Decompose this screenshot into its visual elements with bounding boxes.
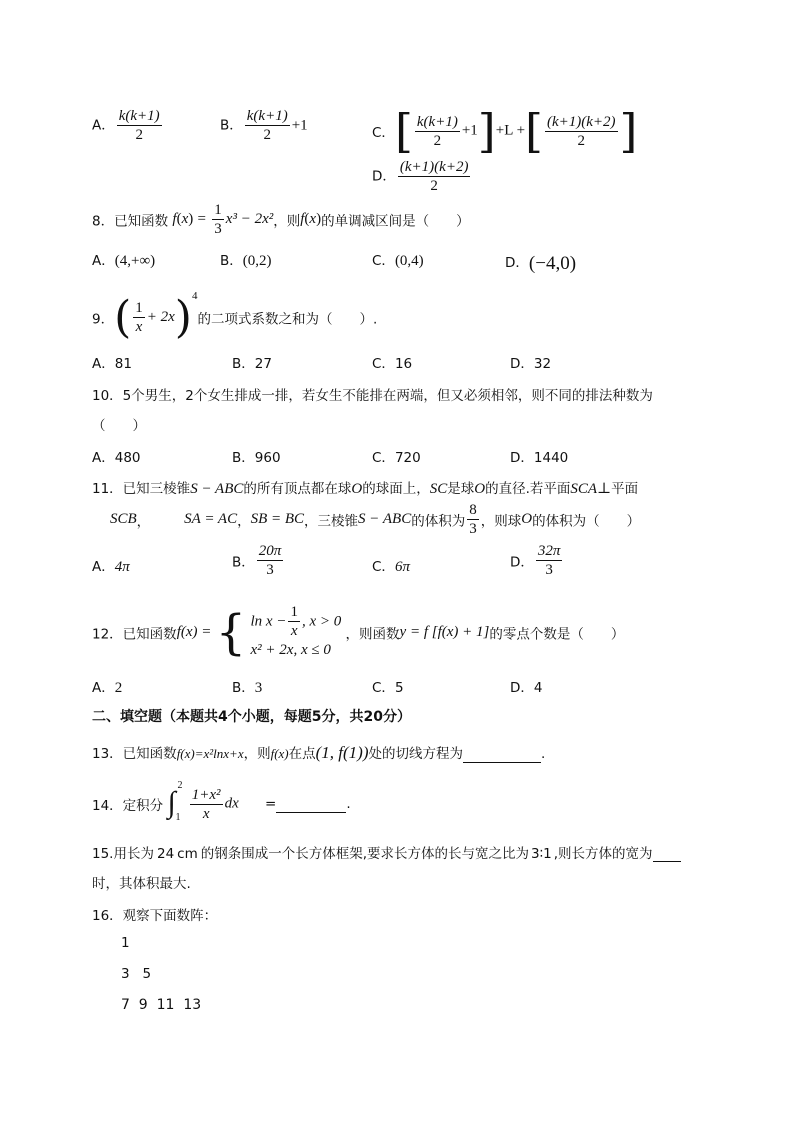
q12-piecewise: ln x − $\frac{1}{x}$ , x > 0 x² + 2x, x ≤ 0 — [250, 604, 342, 658]
integral-sign: ∫ 2 1 — [167, 780, 183, 823]
q10-option-a[interactable]: A．480 — [92, 450, 141, 466]
q7-option-a[interactable]: A． $\frac{k(k+1)}{2}$ — [92, 108, 160, 143]
q11-stem-line1: 11．已知三棱锥S − ABC的所有顶点都在球O的球面上，SC是球O的直径.若平面SCA⊥平面 — [92, 481, 639, 497]
q14-stem: 14．定积分 ∫ 2 1 $\frac{\text{1+x²}}{x}$ dx = . — [92, 780, 351, 823]
q8-stem: 8．已知函数 f(x) = $\frac{1}{3}$ x³ − 2x²，则f(x)的单调减区间是（ ） — [92, 202, 470, 237]
q9-option-a[interactable]: A．81 — [92, 356, 132, 372]
q9-option-c[interactable]: C．16 — [372, 356, 413, 372]
q10-option-b[interactable]: B．960 — [232, 450, 281, 466]
q11-option-a[interactable]: A．4π — [92, 559, 130, 575]
q12-option-c[interactable]: C．5 — [372, 680, 404, 696]
q15-stem-line1: 15.用长为 24 cm 的钢条围成一个长方体框架,要求长方体的长与宽之比为 3∶1 ,则长方体的宽为 — [92, 842, 681, 862]
q7-option-c[interactable]: C．[ $\frac{k(k+1)}{2}$ +1]+L +[ $\frac{(k+1)(k+2)}{2}$ ] — [372, 104, 638, 158]
q9-option-b[interactable]: B．27 — [232, 356, 272, 372]
section-title-fill-in: 二、填空题（本题共4个小题，每题5分，共20分） — [92, 709, 411, 725]
q16-array-row-2: 3 5 — [121, 966, 152, 982]
q7-option-b[interactable]: B． $\frac{k(k+1)}{2}$ +1 — [220, 108, 308, 143]
q13-stem: 13．已知函数f(x)=x²lnx+x，则f(x)在点(1, f(1))处的切线方程为 . — [92, 743, 546, 762]
q11-option-c[interactable]: C．6π — [372, 559, 410, 575]
q9-stem: 9．( $\frac{1}{x}$ + 2x)$^4$的二项式系数之和为（ ）. — [92, 290, 378, 343]
q12-option-d[interactable]: D．4 — [510, 680, 543, 696]
q8-option-d[interactable]: D．(−4,0) — [505, 253, 577, 274]
q15-answer-blank[interactable] — [653, 845, 681, 862]
q11-option-b[interactable]: B． $\frac{20\pi}{3}$ — [232, 543, 282, 578]
q16-array-row-1: 1 — [121, 935, 130, 951]
q10-option-d[interactable]: D．1440 — [510, 450, 569, 466]
q10-stem-line1: 10．5个男生，2个女生排成一排，若女生不能排在两端，但又必须相邻，则不同的排法种数为 — [92, 388, 653, 404]
q9-option-d[interactable]: D．32 — [510, 356, 552, 372]
q7-option-d[interactable]: D． $\frac{(k+1)(k+2)}{2}$ — [372, 159, 469, 194]
q10-option-c[interactable]: C．720 — [372, 450, 421, 466]
q15-stem-line2: 时，其体积最大. — [92, 876, 191, 892]
q16-stem: 16．观察下面数阵： — [92, 908, 218, 924]
q12-stem: 12．已知函数f(x) = { ln x − $\frac{1}{x}$ , x > 0 x² + 2x, x ≤ 0 ，则函数y = f [f(x) + 1]的零点个数是（ ） — [92, 604, 625, 661]
q14-answer-blank[interactable] — [276, 796, 346, 813]
q11-option-d[interactable]: D． $\frac{32\pi}{3}$ — [510, 543, 561, 578]
q11-stem-line2: SCB， SA = AC，SB = BC，三棱锥S − ABC的体积为 $\frac{8}{3}$ ，则球O的体积为（ ） — [110, 502, 641, 537]
q10-stem-line2: （ ） — [92, 418, 146, 434]
q8-option-a[interactable]: A．(4,+∞) — [92, 253, 156, 269]
q8-option-c[interactable]: C．(0,4) — [372, 253, 424, 269]
q8-option-b[interactable]: B．(0,2) — [220, 253, 272, 269]
q12-option-b[interactable]: B．3 — [232, 680, 263, 696]
q13-answer-blank[interactable] — [463, 746, 541, 763]
q16-array-row-3: 7 9 11 13 — [121, 997, 202, 1013]
q12-option-a[interactable]: A．2 — [92, 680, 123, 696]
